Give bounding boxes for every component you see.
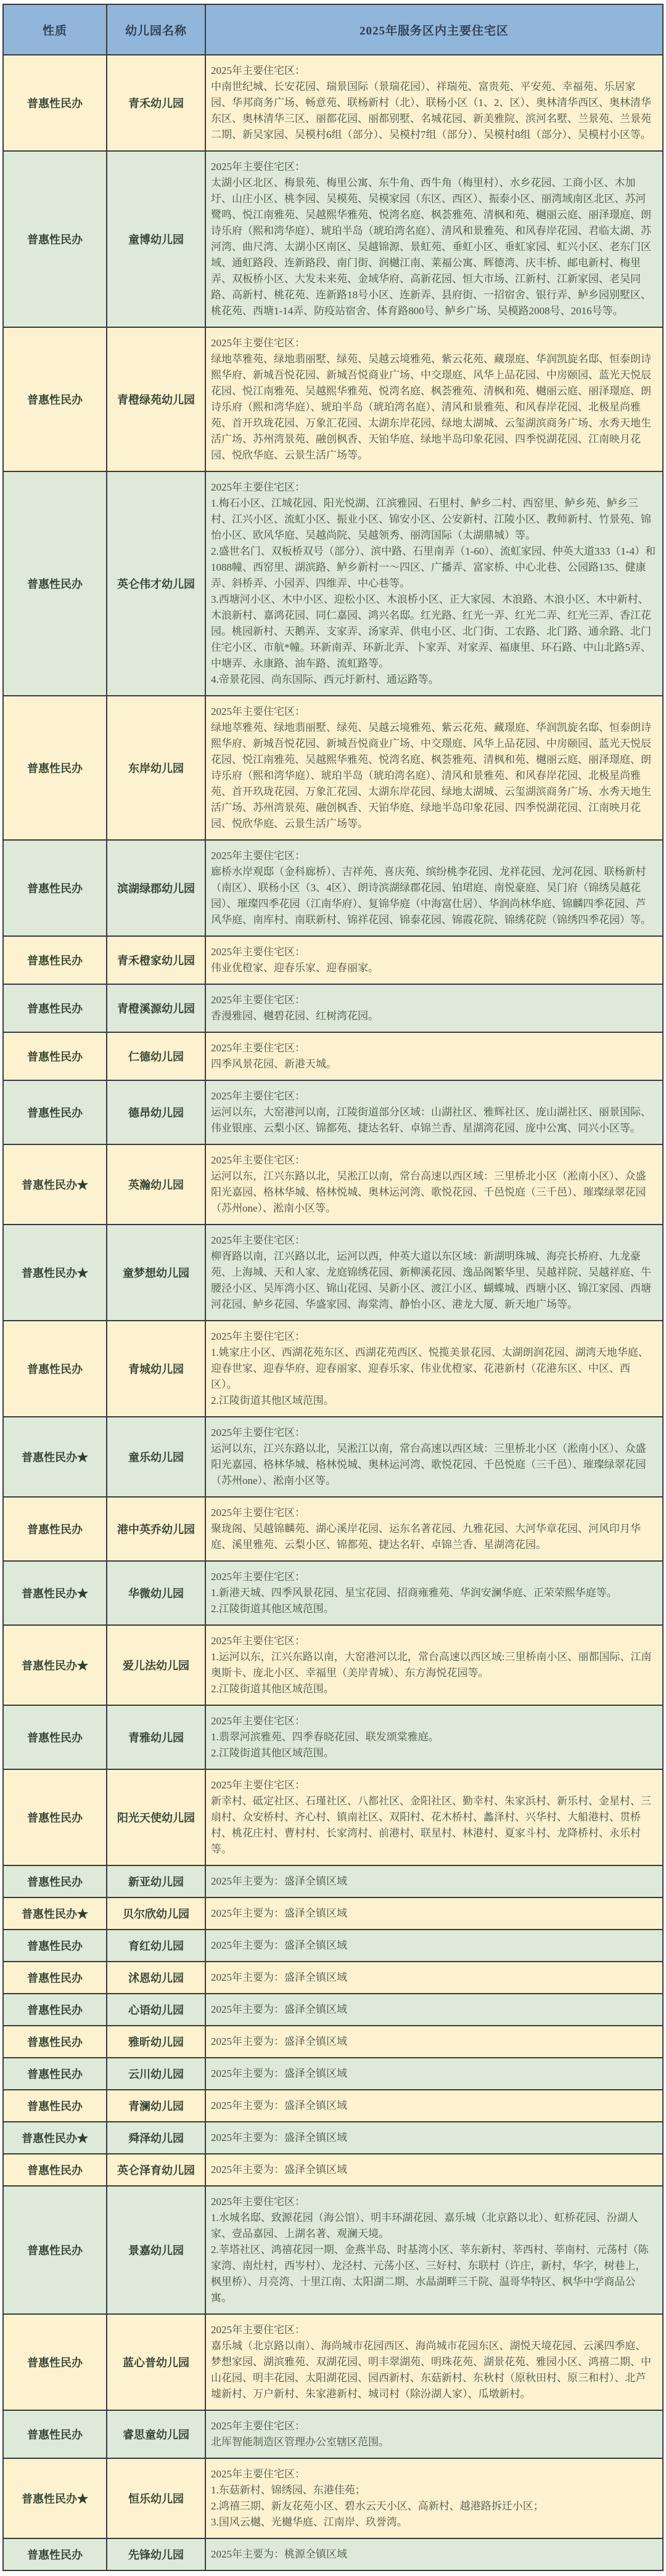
name-cell: 心语幼儿园 [107, 1994, 205, 2026]
table-row [3, 840, 663, 936]
service-line: 2025年主要住宅区： [211, 1507, 305, 1518]
service-line: 1.东菇新村、锦绣园、东港佳苑； [211, 2484, 366, 2496]
type-cell: 普惠性民办 [3, 55, 107, 151]
service-cell [205, 1705, 663, 1769]
service-line: 2025年主要住宅区： [211, 2324, 305, 2336]
service-line: 香漫雅园、樾碧花园、红树湾花园。 [211, 1010, 379, 1022]
service-line: 2025年主要为：盛泽全镇区域 [211, 2068, 347, 2079]
service-cell [205, 696, 663, 840]
name-cell: 先锋幼儿园 [107, 2538, 205, 2570]
type-cell: 普惠性民办 [3, 1497, 107, 1561]
service-line: 2025年主要住宅区： [211, 1090, 305, 1102]
type-cell: 普惠性民办★ [3, 1625, 107, 1705]
service-line: 运河以东，江兴东路以北，吴淞江以南，常台高速以西区域：三里桥北小区（淞南小区）、众盛阳光嘉园、格林华城、格林悦城、奥林运河湾、歌悦花园、千邑悦庭（三千邑）、璀璨绿翠花园（苏州one）、淞南小区等。 [211, 1170, 646, 1214]
name-cell: 青城幼儿园 [107, 1321, 205, 1417]
table-row [3, 151, 663, 327]
name-cell: 仁德幼儿园 [107, 1032, 205, 1080]
table-row [3, 1962, 663, 1994]
table-row [3, 2410, 663, 2458]
service-line: 2025年主要住宅区： [211, 1234, 305, 1246]
service-line: 2025年主要为：盛泽全镇区域 [211, 2132, 347, 2143]
name-cell: 沭恩幼儿园 [107, 1962, 205, 1994]
table-row [3, 696, 663, 840]
table-row [3, 2026, 663, 2058]
name-cell: 景嘉幼儿园 [107, 2186, 205, 2314]
type-cell: 普惠性民办 [3, 696, 107, 840]
service-line: 2025年主要住宅区： [211, 2420, 305, 2432]
service-line: 2.江陵街道其他区域范围。 [211, 1395, 334, 1406]
table-row [3, 984, 663, 1032]
service-cell [205, 1625, 663, 1705]
service-line: 2025年主要为：盛泽全镇区域 [211, 2036, 347, 2047]
service-cell [205, 2458, 663, 2538]
name-cell: 阳光天使幼儿园 [107, 1769, 205, 1865]
service-cell [205, 1080, 663, 1144]
service-line: 柳胥路以南，江兴路以北，运河以西，仲英大道以东区域：新湖明珠城、海亮长桥府、九龙豪苑、上海城、天和人家、龙庭锦绣花园、新柳溪花园、逸品阁繁华里、吴越祥院、吴越祥庭、牛腰泾小区、吴厍湾小区、锦山花园、吴新小区、渡江小区、蝴蝶城、西塘小区、锦江家园、西塘河花园、鲈乡花园、华盛家园、海棠湾、静怡小区、港龙大厦、新天地广场等。 [211, 1250, 651, 1310]
name-cell: 睿思童幼儿园 [107, 2410, 205, 2458]
table-row [3, 1144, 663, 1225]
table-row [3, 1930, 663, 1962]
service-line: 中南世纪城、长安花园、瑞景国际（景瑞花园）、祥瑞苑、富贵苑、平安苑、幸福苑、乐居家园、华邦商务广场、畅意苑、联杨新村（北）、联杨小区（1、2、区）、奥林清华西区、奥林清华东区、奥林清华三区、丽都花园、丽都别墅、名城花园、新美雅院、滨河名墅、兰景苑、兰景苑二期、新吴家园、吴模村6组（部分）、吴模村7组（部分）、吴模村8组（部分）、吴模村小区等。 [211, 81, 651, 141]
service-line: 绿地萃雅苑、绿地翡丽墅、绿苑、吴越云境雅苑、紫云花苑、藏璟庭、华润凯旋名邸、恒泰朗诗熙华府、新城吾悦花园、新城吾悦商业广场、中交璟庭、风华上品花园、中房颐园、蓝光天悦辰花园、悦江南雅苑、吴越熙华雅苑、悦湾名庭、枫荟雅苑、清枫和苑、樾丽云庭、丽泽璟庭、朗诗乐府（熙和湾华庭）、琥珀半岛（琥珀湾名庭）、清风和景雅苑、和风春岸花园、北极星尚雅苑、首开玖珑花园、万象汇花园、太湖东岸花园、绿地太湖城、云玺湖滨商务广场、水秀天地生活广场、苏州湾景苑、融创枫香、天铂华庭、绿地半岛印象花园、四季悦湖花园、江南映月花园、悦欣华庭、云景生活广场等。 [211, 353, 651, 461]
name-cell: 青禾橙家幼儿园 [107, 936, 205, 984]
type-cell: 普惠性民办★ [3, 1144, 107, 1225]
name-cell: 德昂幼儿园 [107, 1080, 205, 1144]
type-cell: 普惠性民办★ [3, 1561, 107, 1625]
name-cell: 新亚幼儿园 [107, 1865, 205, 1897]
type-cell: 普惠性民办 [3, 1994, 107, 2026]
service-line: 2025年主要为：桃源全镇区域 [211, 2548, 347, 2560]
column-header-service: 2025年服务区内主要住宅区 [205, 4, 663, 55]
name-cell: 英瀚幼儿园 [107, 1144, 205, 1225]
table-row [3, 1865, 663, 1897]
service-line: 新幸村、砥定社区、石瑾社区、八都社区、金阳社区、勤幸村、朱家浜村、新乐村、金星村、三扇村、众安桥村、齐心村、镇南社区、双阳村、花木桥村、蠡泽村、兴华村、大船港村、贯桥村、桃花庄村、曹村村、长家湾村、前港村、联星村、林港村、夏家斗村、龙降桥村、永乐村等。 [211, 1795, 651, 1855]
type-cell: 普惠性民办★ [3, 1225, 107, 1321]
name-cell: 英仑伟才幼儿园 [107, 471, 205, 696]
table-row [3, 1497, 663, 1561]
name-cell: 云川幼儿园 [107, 2058, 205, 2090]
service-cell [205, 1897, 663, 1930]
service-cell [205, 2122, 663, 2154]
service-line: 2025年主要住宅区： [211, 1635, 305, 1647]
service-cell [205, 1994, 663, 2026]
service-line: 2.江陵街道其他区域范围。 [211, 1747, 334, 1759]
type-cell: 普惠性民办 [3, 2154, 107, 2186]
name-cell: 恒乐幼儿园 [107, 2458, 205, 2538]
table-row [3, 2058, 663, 2090]
name-cell: 育红幼儿园 [107, 1930, 205, 1962]
service-cell [205, 1417, 663, 1497]
service-cell [205, 151, 663, 327]
service-line: 2025年主要住宅区： [211, 1715, 305, 1727]
service-line: 2025年主要住宅区： [211, 481, 305, 493]
type-cell: 普惠性民办 [3, 1032, 107, 1080]
service-cell [205, 1321, 663, 1417]
service-cell [205, 1144, 663, 1225]
type-cell: 普惠性民办 [3, 1080, 107, 1144]
service-cell [205, 2410, 663, 2458]
name-cell: 童博幼儿园 [107, 151, 205, 327]
table-row [3, 1225, 663, 1321]
service-line: 2025年主要住宅区： [211, 1427, 305, 1438]
name-cell: 雅昕幼儿园 [107, 2026, 205, 2058]
table-row [3, 1994, 663, 2026]
column-header-name: 幼儿园名称 [107, 4, 205, 55]
service-line: 太湖小区北区、梅景苑、梅里公寓、东牛角、西牛角（梅里村）、水乡花园、工商小区、木加圩、山庄小区、桃李园、吴模苑、吴模家园（东区、西区）、振泰小区、丽湾域南区北区、苏河鹭鸣、悦江南雅苑、吴越熙华雅苑、悦湾名庭、枫荟雅苑、清枫和苑、樾丽云庭、丽泽璟庭、朗诗乐府（熙和湾华庭）、琥珀半岛（琥珀湾名庭）、清风和景雅苑、和风春岸花园、君临太湖、苏河湾、曲尺湾、太湖小区南区、吴越锦源、景虹苑、垂虹小区、垂虹家园、虹兴小区、老东门区域、通虹路段、连新路段、南门街、润樾江南、莱福公寓、辉德湾、庆丰桥、邮电新村、梅里弄、双板桥小区、大发未来苑、金域华府、高新花园、恒大市场、江新村、江新家园、老吴同路、高新村、桃花苑、连新路18号小区、连新弄、县府街、一招宿舍、银行弄、鲈乡园别墅区、桃花苑、西塘1-14弄、防疫站宿舍、体育路800号、鲈乡广场、吴模路2008号、2016号等。 [211, 177, 651, 317]
column-header-type: 性质 [3, 4, 107, 55]
service-line: 1.新港天城、四季风景花园、星宝花园、招商雍雅苑、华润安澜华庭、正荣荣熙华庭等。 [211, 1587, 617, 1599]
service-line: 2025年主要住宅区： [211, 2468, 305, 2480]
table-row [3, 2090, 663, 2122]
type-cell: 普惠性民办 [3, 936, 107, 984]
service-line: 聚珑阁、吴越锦麟苑、湖心溪岸花园、运东名著花园、九雅花园、大河华章花园、河风印月华庭、溪里雅苑、云梨小区、锦都苑、捷达名轩、卓锦兰香、星湖湾花园。 [211, 1523, 641, 1551]
service-cell [205, 984, 663, 1032]
name-cell: 港中英乔幼儿园 [107, 1497, 205, 1561]
service-cell [205, 1032, 663, 1080]
service-line: 北厍智能制造区管理办公室辖区范围。 [211, 2436, 389, 2448]
type-cell: 普惠性民办 [3, 2410, 107, 2458]
service-line: 3.国风云樾、光樾华庭、江南岸、玖誉湾。 [211, 2516, 408, 2528]
name-cell: 东岸幼儿园 [107, 696, 205, 840]
service-cell [205, 936, 663, 984]
service-line: 1.翡翠河滨雅苑、四季春晓花园、联发颂棠雅庭。 [211, 1731, 439, 1743]
table-row [3, 2458, 663, 2538]
type-cell: 普惠性民办 [3, 471, 107, 696]
type-cell: 普惠性民办 [3, 2314, 107, 2410]
type-cell: 普惠性民办★ [3, 2458, 107, 2538]
service-line: 2.鸿禧三期、新友花苑小区、碧水云天小区、高新村、越港路拆迁小区； [211, 2500, 544, 2512]
type-cell: 普惠性民办 [3, 2058, 107, 2090]
service-line: 2025年主要住宅区： [211, 1154, 305, 1166]
type-cell: 普惠性民办 [3, 2538, 107, 2570]
service-line: 2025年主要住宅区： [211, 994, 305, 1006]
type-cell: 普惠性民办 [3, 2186, 107, 2314]
service-line: 运河以东，江兴东路以北，吴淞江以南，常台高速以西区域：三里桥北小区（淞南小区）、众盛阳光嘉园、格林华城、格林悦城、奥林运河湾、歌悦花园、千邑悦庭（三千邑）、璀璨绿翠花园（苏州one）、淞南小区等。 [211, 1443, 646, 1486]
table-row [3, 1321, 663, 1417]
service-line: 绿地萃雅苑、绿地翡丽墅、绿苑、吴越云境雅苑、紫云花苑、藏璟庭、华润凯旋名邸、恒泰朗诗熙华府、新城吾悦花园、新城吾悦商业广场、中交璟庭、风华上品花园、中房颐园、蓝光天悦辰花园、悦江南雅苑、吴越熙华雅苑、悦湾名庭、枫荟雅苑、清枫和苑、樾丽云庭、丽泽璟庭、朗诗乐府（熙和湾华庭）、琥珀半岛（琥珀湾名庭）、清风和景雅苑、和风春岸花园、北极星尚雅苑、首开玖珑花园、万象汇花园、太湖东岸花园、绿地太湖城、云玺湖滨商务广场、水秀天地生活广场、苏州湾景苑、融创枫香、天铂华庭、绿地半岛印象花园、四季悦湖花园、江南映月花园、悦欣华庭、云景生活广场等。 [211, 722, 651, 829]
service-cell [205, 1930, 663, 1962]
table-row [3, 2186, 663, 2314]
table-row [3, 1625, 663, 1705]
service-cell [205, 2314, 663, 2410]
service-cell [205, 840, 663, 936]
service-cell [205, 1497, 663, 1561]
type-cell: 普惠性民办 [3, 1962, 107, 1994]
service-line: 2.盛世名门、双板桥双号（部分）、滨中路、石里南弄（1-60）、流虹家园、仲英大道333（1-4）和1088幢、西窑里、湖滨路、鲈乡新村一～四区、广播弄、富家桥、中心北巷、公园路135、健康弄、斜桥弄、小园弄、四维弄、中心巷等。 [211, 545, 656, 589]
service-line: 运河以东，大窑港河以南，江陵街道部分区域：山湖社区、雅辉社区、庞山湖社区、丽景国际、伟业银座、云梨小区、锦都苑、捷达名轩、卓锦兰香、星湖湾花园、庞中公寓、同兴小区等。 [211, 1106, 651, 1134]
service-line: 廊桥水岸观邸（金科廊桥）、吉祥苑、喜庆苑、缤纷桃李花园、龙祥花园、龙河花园、联杨新村（南区）、联杨小区（3、4区）、朗诗滨湖绿郡花园、铂珺庭、南悦豪庭、吴门府（锦绣吴越花园）、璀璨四季花园（江南华府）、复锦华庭（中海富仕居）、华润尚林华庭、锦麟四季花园、芦风华庭、南库村、南联新村、锦祥花园、锦泰花园、锦霞花院、锦绣花院（锦绣四季花园）等。 [211, 866, 651, 926]
table-row [3, 1032, 663, 1080]
service-cell [205, 2538, 663, 2570]
service-line: 2025年主要住宅区： [211, 65, 305, 76]
name-cell: 舜泽幼儿园 [107, 2122, 205, 2154]
name-cell: 童梦想幼儿园 [107, 1225, 205, 1321]
table-row [3, 471, 663, 696]
service-cell [205, 1962, 663, 1994]
type-cell: 普惠性民办 [3, 151, 107, 327]
service-cell [205, 2154, 663, 2186]
service-line: 2025年主要住宅区： [211, 946, 305, 958]
table-row [3, 1769, 663, 1865]
type-cell: 普惠性民办 [3, 1769, 107, 1865]
type-cell: 普惠性民办★ [3, 2122, 107, 2154]
service-cell [205, 2058, 663, 2090]
name-cell: 青橙溪源幼儿园 [107, 984, 205, 1032]
service-line: 1.水城名邸、致源花园（海公馆）、明丰环湖花园、嘉乐城（北京路以北）、虹桥花园、汾湖人家、壹品嘉园、上湖名著、观澜天境。 [211, 2212, 638, 2240]
type-cell: 普惠性民办 [3, 2026, 107, 2058]
table-row [3, 1705, 663, 1769]
type-cell: 普惠性民办 [3, 840, 107, 936]
table-row [3, 1897, 663, 1930]
service-line: 2025年主要为：盛泽全镇区域 [211, 2164, 347, 2175]
service-line: 嘉乐城（北京路以南）、海尚城市花园西区、海尚城市花园东区、湖悦天境花园、云溪四季庭、梦想家园、湖滨雅苑、双湖花园、明丰翠湖苑、明珠花苑、湖景花苑、雅园小区、鸿禧二期、中山花园、明丰花园、太阳湖花园、园西新村、东菇新村、东秋村（原秋田村、原三和村）、北芦墟新村、万户新村、朱家港新村、城司村（除汾湖人家）、瓜墩新村。 [211, 2340, 651, 2400]
name-cell: 爱儿法幼儿园 [107, 1625, 205, 1705]
name-cell: 青橙绿苑幼儿园 [107, 327, 205, 471]
name-cell: 滨湖绿郡幼儿园 [107, 840, 205, 936]
service-line: 伟业优橙家、迎春乐家、迎春丽家。 [211, 962, 379, 974]
kindergarten-table [2, 4, 664, 2571]
service-line: 1.梅石小区、江城花园、阳光悦湖、江滨雅园、石里村、鲈乡二村、西窑里、鲈乡苑、鲈乡三村、江兴小区、流虹小区、振业小区、锦安小区、公安新村、江陵小区、教师新村、竹景苑、锦怡小区、欧风华庭、吴越尚院、吴越领秀、丽湾国际（太湖鼎城）等。 [211, 497, 651, 541]
service-line: 2025年主要为：盛泽全镇区域 [211, 1875, 347, 1887]
table-row [3, 1080, 663, 1144]
name-cell: 蓝心普幼儿园 [107, 2314, 205, 2410]
type-cell: 普惠性民办 [3, 327, 107, 471]
service-line: 2025年主要为：盛泽全镇区域 [211, 1971, 347, 1983]
service-line: 2025年主要住宅区： [211, 1571, 305, 1583]
service-line: 2025年主要住宅区： [211, 850, 305, 862]
service-line: 1.姚家庄小区、西湖花苑东区、西湖花苑西区、悦揽美景花园、太湖朗润花园、湖湾天地华庭、迎春世家、迎春华府、迎春丽家、迎春乐家、伟业优橙家、花港新村（花港东区、中区、西区）。 [211, 1347, 649, 1390]
name-cell: 英仑泽育幼儿园 [107, 2154, 205, 2186]
service-cell [205, 2026, 663, 2058]
table-row [3, 327, 663, 471]
service-line: 2025年主要住宅区： [211, 1042, 305, 1054]
service-line: 2025年主要住宅区： [211, 337, 305, 349]
table-row [3, 2314, 663, 2410]
table-row [3, 2154, 663, 2186]
service-line: 4.帝景花园、尚东国际、西元圩新村、通运路等。 [211, 674, 439, 685]
type-cell: 普惠性民办★ [3, 1417, 107, 1497]
service-cell [205, 2186, 663, 2314]
table-row [3, 2122, 663, 2154]
service-cell [205, 1225, 663, 1321]
type-cell: 普惠性民办 [3, 1865, 107, 1897]
service-line: 2025年主要住宅区： [211, 1331, 305, 1342]
service-line: 2025年主要为：盛泽全镇区域 [211, 1907, 347, 1919]
name-cell: 童乐幼儿园 [107, 1417, 205, 1497]
service-cell [205, 1865, 663, 1897]
service-line: 3.西塘河小区、木中小区、迎松小区、木浪桥小区、正大家园、木浪路、木浪小区、木中新村、木浪新村、嘉鸿花园、同仁嘉园、鸿兴名邸。红光路、红光一弄、红光二弄、红光三弄、香江花园。桃园新村、天鹅弄、支家弄、汤家弄、供电小区、北门街、工农路、北门路、通余路、北门住宅小区、市航*幢。环新南弄、环新北弄、卜家弄、对家弄、福康里、环石路、中山北路5弄、中塘弄、永康路、油车路、流虹路等。 [211, 593, 651, 669]
type-cell: 普惠性民办 [3, 1705, 107, 1769]
name-cell: 青澜幼儿园 [107, 2090, 205, 2122]
type-cell: 普惠性民办 [3, 1930, 107, 1962]
name-cell: 华微幼儿园 [107, 1561, 205, 1625]
service-line: 2025年主要住宅区： [211, 2196, 305, 2207]
service-line: 2025年主要为：盛泽全镇区域 [211, 2100, 347, 2111]
type-cell: 普惠性民办 [3, 984, 107, 1032]
service-line: 2025年主要住宅区： [211, 706, 305, 717]
header-row [3, 4, 663, 55]
service-line: 2025年主要为：盛泽全镇区域 [211, 2003, 347, 2015]
service-cell [205, 1561, 663, 1625]
service-cell [205, 2090, 663, 2122]
service-line: 2.莘塔社区、鸿禧花园一期、金燕半岛、时基湾小区、莘东新村、莘西村、莘南村、元荡村（陈家湾、南灶村，西岑村）、龙泾村、元荡小区、三好村、东联村（许庄，新村，华字，树巷上，枫里桥）、月亮湾、十里江南、太阳湖二期、水晶湖畔三千院、温哥华特区、枫华中学商品公寓。 [211, 2244, 649, 2304]
service-line: 2025年主要为：盛泽全镇区域 [211, 1939, 347, 1951]
service-cell [205, 55, 663, 151]
table-row [3, 2538, 663, 2570]
table-row [3, 55, 663, 151]
type-cell: 普惠性民办★ [3, 1897, 107, 1930]
table-row [3, 1561, 663, 1625]
service-line: 2025年主要住宅区： [211, 161, 305, 173]
service-line: 1.运河以东，江兴东路以南，大窑港河以北，常台高速以西区域:三里桥南小区、丽都国际、江南奥斯卡、庞北小区、幸福里（美岸青城）、东方海悦花园等。 [211, 1651, 652, 1679]
name-cell: 青雅幼儿园 [107, 1705, 205, 1769]
service-line: 四季风景花园、新港天城。 [211, 1058, 337, 1070]
name-cell: 青禾幼儿园 [107, 55, 205, 151]
table-row [3, 936, 663, 984]
service-line: 2.江陵街道其他区域范围。 [211, 1683, 334, 1695]
service-line: 2025年主要住宅区： [211, 1779, 305, 1791]
service-cell [205, 1769, 663, 1865]
table-row [3, 1417, 663, 1497]
type-cell: 普惠性民办 [3, 2090, 107, 2122]
service-cell [205, 471, 663, 696]
service-cell [205, 327, 663, 471]
table-body [3, 55, 663, 2570]
name-cell: 贝尔欣幼儿园 [107, 1897, 205, 1930]
type-cell: 普惠性民办 [3, 1321, 107, 1417]
service-line: 2.江陵街道其他区域范围。 [211, 1603, 334, 1615]
